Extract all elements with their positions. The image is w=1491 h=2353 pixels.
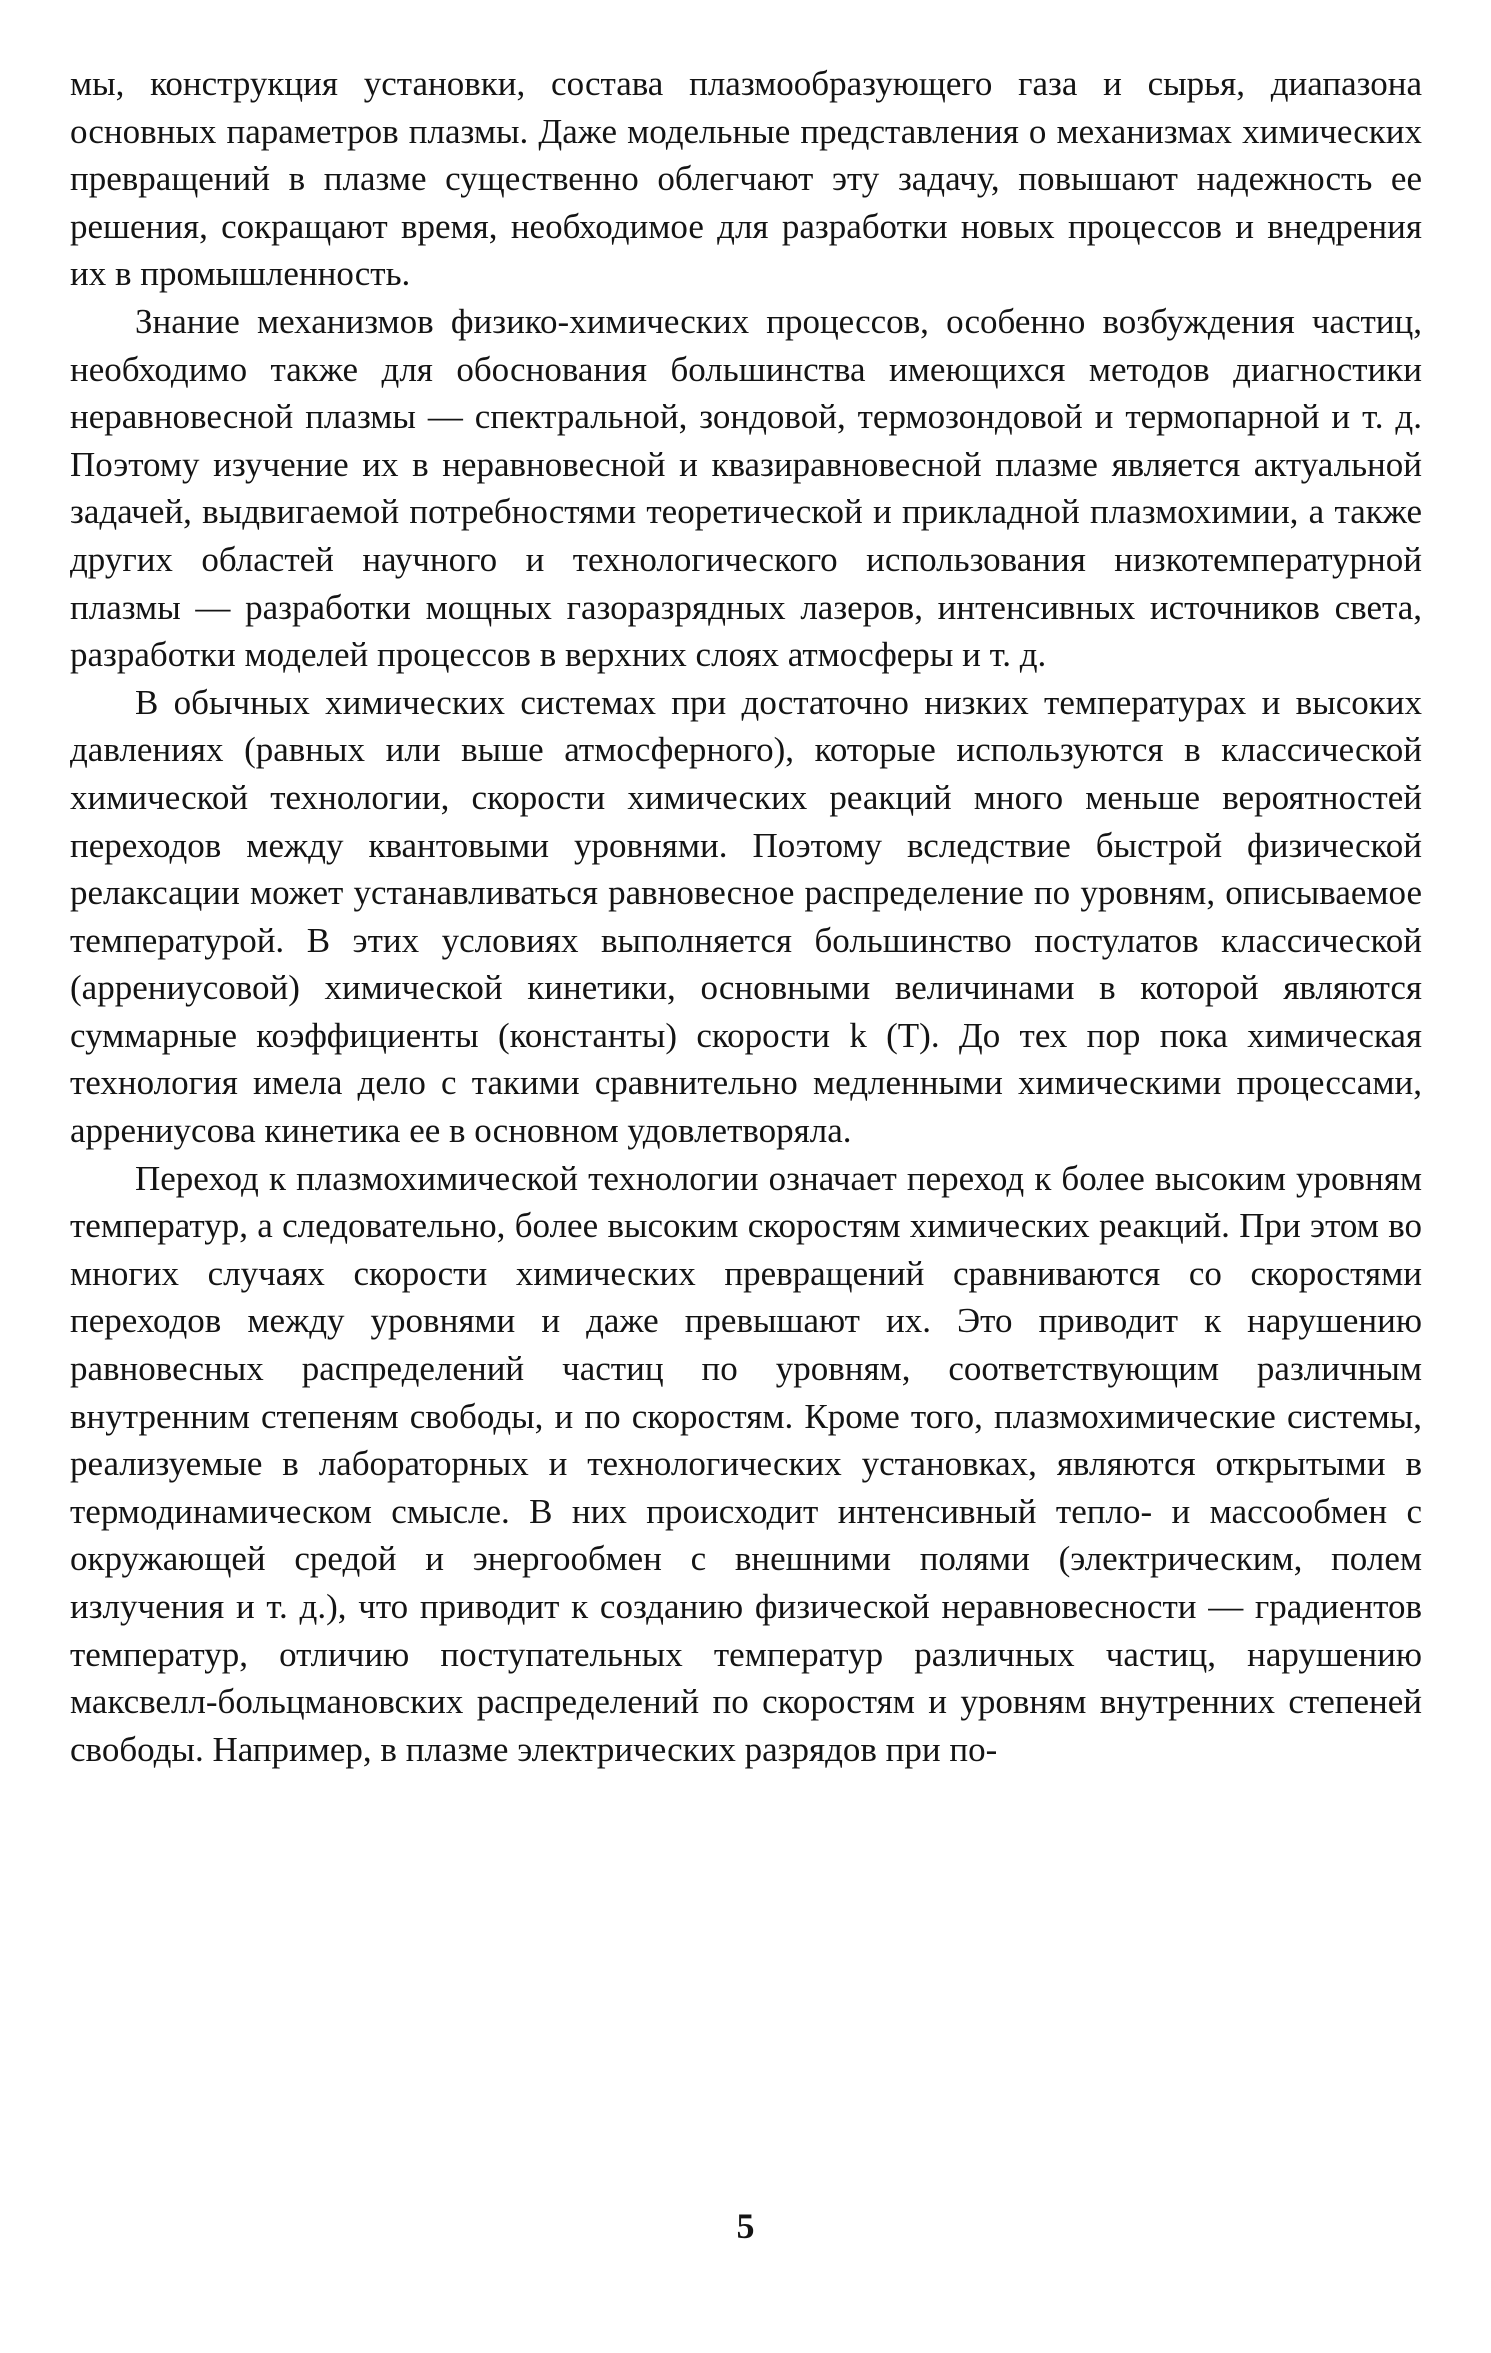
paragraph-4: Переход к плазмохимической технологии означает переход к более высоким уровням температур, а следовательно, более высоким скоростям химических реакций. При этом во многих случаях скорости химических превращений сравниваются со скоростями переходов между уровнями и даже превышают их. Это приводит к нарушению равновесных распределений частиц по уровням, соответствующим различным внутренним степеням свободы, и по скоростям. Кроме того, плазмохимические системы, реализуемые в лабораторных и технологических установках, являются открытыми в термодинамическом смысле. В них происходит интенсивный тепло- и массообмен с окружающей средой и энергообмен с внешними полями (электрическим, полем излучения и т. д.), что приводит к созданию физической неравновесности — градиентов температур, отличию поступательных температур различных частиц, нарушению максвелл-больцмановских распределений по скоростям и уровням внутренних степеней свободы. Например, в плазме электрических разрядов при по- — [70, 1158, 1422, 1769]
page-body — [70, 60, 1422, 1773]
page-number: 5 — [736, 2206, 755, 2246]
paragraph-1: мы, конструкция установки, состава плазмообразующего газа и сырья, диапазона основных параметров плазмы. Даже модельные представления о механизмах химических превращений в плазме существенно облегчают эту задачу, повышают надежность ее решения, сокращают время, необходимое для разработки новых процессов и внедрения их в промышленность. — [70, 64, 1422, 294]
paragraph-2: Знание механизмов физико-химических процессов, особенно возбуждения частиц, необходимо также для обоснования большинства имеющихся методов диагностики неравновесной плазмы — спектральной, зондовой, термозондовой и термопарной и т. д. Поэтому изучение их в неравновесной и квазиравновесной плазме является актуальной задачей, выдвигаемой потребностями теоретической и прикладной плазмохимии, а также других областей научного и технологического использования низкотемпературной плазмы — разработки мощных газоразрядных лазеров, интенсивных источников света, разработки моделей процессов в верхних слоях атмосферы и т. д. — [70, 301, 1422, 675]
paragraph-3: В обычных химических системах при достаточно низких температурах и высоких давлениях (равных или выше атмосферного), которые используются в классической химической технологии, скорости химических реакций много меньше вероятностей переходов между квантовыми уровнями. Поэтому вследствие быстрой физической релаксации может устанавливаться равновесное распределение по уровням, описываемое температурой. В этих условиях выполняется большинство постулатов классической (аррениусовой) химической кинетики, основными величинами в которой являются суммарные коэффициенты (константы) скорости k (T). До тех пор пока химическая технология имела дело с такими сравнительно медленными химическими процессами, аррениусова кинетика ее в основном удовлетворяла. — [70, 682, 1422, 1151]
